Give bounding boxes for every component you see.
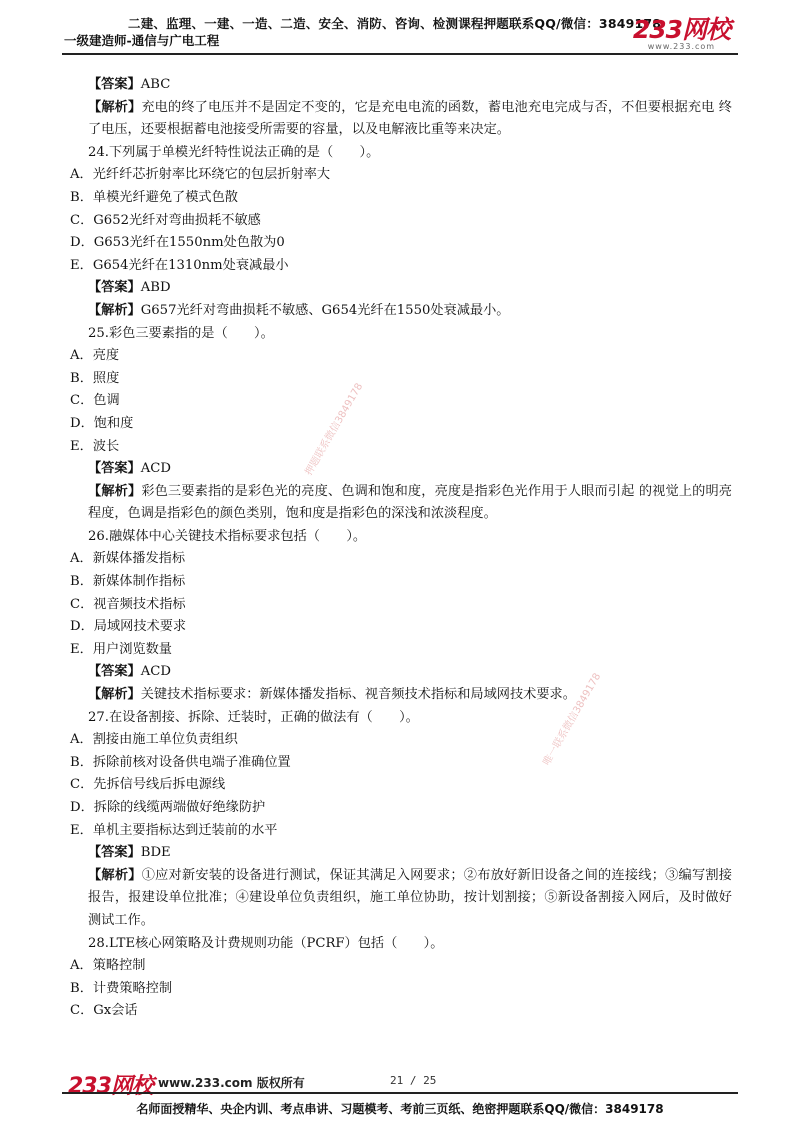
- option-item: B．拆除前核对设备供电端子准确位置: [70, 754, 291, 770]
- option-item: C．Gx会话: [70, 1003, 138, 1019]
- logo-url: www.233.com: [647, 42, 716, 51]
- option-item: D．饱和度: [70, 415, 134, 431]
- option-item: D．局域网技术要求: [70, 619, 187, 635]
- header-divider: [62, 53, 738, 55]
- option-item: E．波长: [70, 438, 120, 454]
- answer-label: 【答案】: [88, 845, 141, 861]
- footer-divider: [62, 1092, 738, 1094]
- option-item: A．割接由施工单位负责组织: [70, 732, 238, 748]
- footer-copyright: www.233.com 版权所有: [158, 1076, 305, 1090]
- answer-value: ACD: [140, 461, 171, 477]
- option-item: B．单模光纤避免了模式色散: [70, 189, 238, 205]
- question-stem: 25.彩色三要素指的是（ ）。: [88, 325, 274, 341]
- answer-value: ACD: [140, 664, 171, 680]
- answer-label: 【答案】: [88, 77, 141, 92]
- option-item: B．新媒体制作指标: [70, 574, 186, 590]
- question-stem: 26.融媒体中心关键技术指标要求包括（ ）。: [88, 528, 367, 544]
- option-item: A．亮度: [70, 348, 120, 364]
- analysis-paragraph: [70, 481, 732, 526]
- analysis-text: 充电的终了电压并不是固定不变的，它是充电电流的函数，蓄电池充电完成与否，不但要根据充电 终了电压，还要根据蓄电池接受所需要的容量，以及电解液比重等来决定。: [88, 99, 732, 138]
- answer-line: [70, 458, 732, 481]
- option-item: E．G654光纤在1310nm处衰减最小: [70, 257, 289, 273]
- answer-value: ABC: [140, 77, 171, 92]
- header-subtitle: 一级建造师-通信与广电工程: [64, 33, 220, 48]
- analysis-paragraph: [70, 684, 732, 707]
- analysis-label: 【解析】: [88, 99, 142, 115]
- footer-ad-line: 名师面授精华、央企内训、考点串讲、习题模考、考前三页纸、绝密押题联系QQ/微信：3849178: [136, 1102, 664, 1116]
- page-number: 21 / 25: [390, 1074, 437, 1087]
- answer-label: 【答案】: [88, 664, 141, 680]
- logo-text: 233网校: [632, 15, 730, 44]
- answer-value: BDE: [140, 845, 171, 861]
- option-item: E．用户浏览数量: [70, 641, 172, 657]
- option-item: D．拆除的线缆两端做好绝缘防护: [70, 800, 266, 815]
- watermark: 押题联系微信3849178: [303, 381, 366, 478]
- analysis-paragraph: [70, 300, 732, 323]
- option-item: C．视音频技术指标: [70, 596, 186, 612]
- option-item: D．G653光纤在1550nm处色散为0: [70, 235, 285, 251]
- page-footer: [0, 1060, 800, 1132]
- footer-logo: 233网校: [68, 1074, 153, 1099]
- analysis-text: ①应对新安装的设备进行测试，保证其满足入网要求；②布放好新旧设备之间的连接线；③编写割接报告，报建设单位批准；④建设单位负责组织，施工单位协助，按计划割接；⑤新设备割接入网后，及时做好测试工作。: [88, 867, 732, 928]
- analysis-label: 【解析】: [88, 483, 142, 499]
- option-item: C．G652光纤对弯曲损耗不敏感: [70, 212, 261, 228]
- answer-value: ABD: [140, 280, 171, 296]
- answer-label: 【答案】: [88, 280, 141, 296]
- answer-line: [70, 842, 732, 865]
- option-item: C．先拆信号线后拆电源线: [70, 777, 226, 793]
- option-item: B．照度: [70, 370, 120, 386]
- watermark: 唯一联系微信3849178: [541, 671, 604, 768]
- option-item: A．光纤纤芯折射率比环绕它的包层折射率大: [70, 167, 331, 183]
- document-body: [70, 74, 732, 1023]
- option-item: A．新媒体播发指标: [70, 551, 186, 567]
- question-stem: 28.LTE核心网策略及计费规则功能（PCRF）包括（ ）。: [88, 935, 444, 951]
- header-logo: [632, 15, 730, 51]
- answer-label: 【答案】: [88, 461, 141, 477]
- header-ad-line: 二建、监理、一建、一造、二造、安全、消防、咨询、检测课程押题联系QQ/微信：3849178: [128, 16, 662, 31]
- option-item: C．色调: [70, 393, 120, 409]
- analysis-label: 【解析】: [88, 867, 142, 883]
- analysis-paragraph: [70, 865, 732, 933]
- question-stem: 27.在设备割接、拆除、迁装时，正确的做法有（ ）。: [88, 709, 419, 725]
- answer-line: [70, 277, 732, 300]
- analysis-label: 【解析】: [88, 687, 141, 703]
- analysis-text: G657光纤对弯曲损耗不敏感、G654光纤在1550处衰减最小。: [140, 302, 510, 318]
- answer-line: [70, 74, 732, 97]
- analysis-label: 【解析】: [88, 302, 141, 318]
- option-item: B．计费策略控制: [70, 980, 173, 996]
- question-stem: 24.下列属于单模光纤特性说法正确的是（ ）。: [88, 144, 380, 160]
- page-header: [0, 0, 800, 60]
- analysis-paragraph: [70, 97, 732, 142]
- answer-line: [70, 661, 732, 684]
- option-item: E．单机主要指标达到迁装前的水平: [70, 822, 278, 838]
- option-item: A．策略控制: [70, 958, 146, 974]
- analysis-text: 关键技术指标要求：新媒体播发指标、视音频技术指标和局域网技术要求。: [140, 687, 576, 703]
- analysis-text: 彩色三要素指的是彩色光的亮度、色调和饱和度，亮度是指彩色光作用于人眼而引起 的视觉上的明亮程度，色调是指彩色的颜色类别，饱和度是指彩色的深浅和浓淡程度。: [88, 483, 732, 522]
